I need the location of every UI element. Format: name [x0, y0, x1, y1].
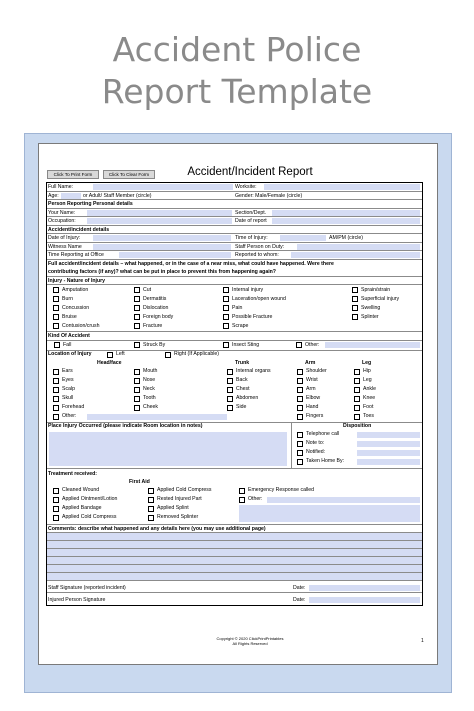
- your-name-field[interactable]: [87, 210, 232, 216]
- row-age: [47, 192, 422, 201]
- nature-col3-3-checkbox[interactable]: [223, 314, 229, 320]
- location-head1-4-checkbox[interactable]: [53, 405, 59, 411]
- disposition-0-label: Telephone call: [306, 431, 340, 437]
- nature-col1-0-label: Amputation: [62, 286, 89, 293]
- date-injury-field[interactable]: [93, 235, 231, 241]
- location-arm-4-checkbox[interactable]: [297, 405, 303, 411]
- first-aid-col2-1-label: Rested Injured Part: [157, 496, 202, 502]
- injured-date-label: Date:: [293, 597, 306, 603]
- nature-col2-1-label: Dermatitis: [143, 295, 167, 302]
- section-label: Section/Dept.: [235, 209, 267, 216]
- nature-section: [47, 285, 422, 332]
- row-reporting-header: [47, 200, 422, 209]
- location-trunk-0-checkbox[interactable]: [227, 369, 233, 375]
- first-aid-col1-1-checkbox[interactable]: [53, 497, 59, 503]
- nature-col3-1-label: Laceration/open wound: [232, 295, 286, 302]
- location-leg-2-checkbox[interactable]: [354, 387, 360, 393]
- nature-col2-4-label: Fracture: [143, 322, 163, 329]
- row-full-details: [47, 260, 422, 277]
- location-arm-3-label: Elbow: [306, 395, 321, 401]
- staff-duty-label: Staff Person on Duty:: [235, 243, 285, 250]
- nature-col2-3-label: Foreign body: [143, 313, 174, 320]
- age-role-label: or Adult/ Staff Member (circle): [83, 192, 152, 199]
- comments-line-3[interactable]: [47, 549, 422, 557]
- age-field[interactable]: [61, 193, 81, 199]
- first-aid-col2-0-checkbox[interactable]: [148, 488, 154, 494]
- kind-fall-label: Fall: [63, 341, 72, 348]
- location-leg-5-label: Toes: [363, 413, 374, 419]
- nature-col2-1-checkbox[interactable]: [134, 296, 140, 302]
- first-aid-col3-1-checkbox[interactable]: [239, 497, 245, 503]
- your-name-label: Your Name:: [48, 209, 76, 216]
- location-head1-4-label: Forehead: [62, 404, 85, 410]
- location-head2-0-label: Mouth: [143, 368, 158, 374]
- nature-col4-2-label: Swelling: [361, 304, 381, 311]
- first-aid-col1-0-label: Cleaned Wound: [62, 487, 100, 493]
- disposition-2-label: Notified:: [306, 449, 326, 455]
- reporting-header: Person Reporting Personal details: [48, 201, 133, 207]
- location-head1-5-label: Other:: [62, 413, 77, 419]
- date-report-field[interactable]: [272, 218, 420, 224]
- nature-col1-3-checkbox[interactable]: [53, 314, 59, 320]
- location-head2-4-label: Cheek: [143, 404, 158, 410]
- location-leg-4-label: Foot: [363, 404, 374, 410]
- first-aid-col1-2-checkbox[interactable]: [53, 506, 59, 512]
- full-name-field[interactable]: [93, 184, 233, 190]
- ampm-label: AM/PM (circle): [329, 235, 364, 241]
- nature-col1-4-label: Contusion/crush: [62, 322, 100, 329]
- first-aid-col2-0-label: Applied Cold Compress: [157, 487, 212, 493]
- location-head2-4-checkbox[interactable]: [134, 405, 140, 411]
- injured-date-field[interactable]: [309, 597, 420, 603]
- first-aid-col2-2-checkbox[interactable]: [148, 506, 154, 512]
- location-trunk-3-label: Abdomen: [236, 395, 259, 401]
- first-aid-col1-3-label: Applied Cold Compress: [62, 514, 117, 520]
- location-head1-0-checkbox[interactable]: [53, 369, 59, 375]
- nature-col3-4-label: Scrape: [232, 322, 249, 329]
- reported-to-label: Reported to whom:: [235, 252, 279, 258]
- first-aid-col1-1-label: Applied Ointment/Lotion: [62, 496, 118, 502]
- disposition-0-checkbox[interactable]: [297, 432, 303, 438]
- first-aid-heading: First Aid: [129, 478, 150, 485]
- nature-col2-2-checkbox[interactable]: [134, 305, 140, 311]
- nature-col2-4-checkbox[interactable]: [134, 323, 140, 329]
- disposition-field-2[interactable]: [357, 450, 420, 456]
- nature-col4-3-checkbox[interactable]: [352, 314, 358, 320]
- disposition-1-label: Note to:: [306, 440, 325, 446]
- location-trunk-3-checkbox[interactable]: [227, 396, 233, 402]
- row-occupation: [47, 217, 422, 226]
- location-leg-0-checkbox[interactable]: [354, 369, 360, 375]
- location-trunk-2-checkbox[interactable]: [227, 387, 233, 393]
- copyright-line-2: All Rights Reserved: [232, 641, 268, 646]
- kind-other-checkbox[interactable]: [296, 342, 302, 348]
- nature-col4-0-label: Sprain/strain: [361, 286, 391, 293]
- full-details-line-2: contributing factors (if any)? what can be put in place to prevent this from happening again?: [48, 268, 276, 275]
- copyright-line-1: Copyright © 2020 ClickPrintPrintables: [216, 636, 284, 641]
- nature-col1-1-checkbox[interactable]: [53, 296, 59, 302]
- kind-struck-label: Struck By: [143, 341, 166, 348]
- row-date-injury: [47, 234, 422, 243]
- row-comments-header: [47, 525, 422, 534]
- location-head2-3-label: Tooth: [143, 395, 156, 401]
- kind-insect-label: Insect Sting: [232, 341, 260, 348]
- row-injured-signature: [47, 593, 422, 605]
- staff-duty-field[interactable]: [297, 244, 420, 250]
- treatment-header: Treatment received:: [48, 470, 98, 477]
- location-head1-2-label: Scalp: [62, 386, 75, 392]
- comments-line-4[interactable]: [47, 557, 422, 565]
- nature-col4-3-label: Splinter: [361, 313, 379, 320]
- place-section: [47, 423, 422, 469]
- location-trunk-0-label: Internal organs: [236, 368, 271, 374]
- location-head2-2-label: Neck: [143, 386, 155, 392]
- location-trunk-heading: Trunk: [235, 359, 250, 366]
- first-aid-col3-1-label: Other:: [248, 496, 263, 502]
- time-injury-field[interactable]: [280, 235, 326, 241]
- location-head1-2-checkbox[interactable]: [53, 387, 59, 393]
- row-your-name: [47, 209, 422, 218]
- location-trunk-1-label: Back: [236, 377, 248, 383]
- nature-col1-3-label: Bruise: [62, 313, 77, 320]
- disposition-3-checkbox[interactable]: [297, 459, 303, 465]
- nature-col4-1-checkbox[interactable]: [352, 296, 358, 302]
- first-aid-other-area[interactable]: [239, 505, 420, 522]
- clear-form-button[interactable]: Click To Clear Form: [103, 170, 155, 179]
- first-aid-other-field[interactable]: [267, 497, 420, 503]
- hero-title: [0, 0, 474, 130]
- nature-col2-2-label: Dislocation: [143, 304, 169, 311]
- staff-date-field[interactable]: [309, 585, 420, 591]
- accident-details-header: Accident/incident details: [48, 226, 110, 233]
- first-aid-col3-0-checkbox[interactable]: [239, 488, 245, 494]
- gender-label: Gender: Male/Female (circle): [235, 192, 303, 199]
- nature-header: Injury - Nature of Injury: [48, 277, 106, 284]
- location-trunk-1-checkbox[interactable]: [227, 378, 233, 384]
- nature-col3-2-label: Pain: [232, 304, 243, 311]
- witness-field[interactable]: [93, 244, 231, 250]
- location-leg-4-checkbox[interactable]: [354, 405, 360, 411]
- location-left-checkbox[interactable]: [107, 352, 113, 358]
- first-aid-col2-2-label: Applied Splint: [157, 505, 189, 511]
- kind-other-field[interactable]: [325, 342, 420, 348]
- disposition-2-checkbox[interactable]: [297, 450, 303, 456]
- row-witness: [47, 243, 422, 252]
- time-office-label: Time Reporting at Office: [48, 252, 104, 258]
- location-trunk-2-label: Chest: [236, 386, 250, 392]
- staff-signature-label: Staff Signature (reported incident): [48, 585, 126, 591]
- staff-date-label: Date:: [293, 585, 306, 591]
- injured-signature-label: Injured Person Signature: [48, 597, 106, 603]
- nature-col3-4-checkbox[interactable]: [223, 323, 229, 329]
- location-head1-0-label: Ears: [62, 368, 73, 374]
- location-arm-2-checkbox[interactable]: [297, 387, 303, 393]
- occupation-field[interactable]: [87, 218, 232, 224]
- kind-insect-checkbox[interactable]: [223, 342, 229, 348]
- row-staff-signature: [47, 581, 422, 593]
- comments-line-5[interactable]: [47, 565, 422, 573]
- disposition-field-1[interactable]: [357, 441, 420, 447]
- row-accident-header: [47, 226, 422, 235]
- location-head2-0-checkbox[interactable]: [134, 369, 140, 375]
- worksite-field[interactable]: [264, 184, 420, 190]
- place-header: Place Injury Occurred (please indicate Room location in notes): [48, 422, 203, 429]
- page-number: 1: [421, 638, 424, 644]
- location-leg-3-label: Knee: [363, 395, 376, 401]
- location-section: [47, 351, 422, 423]
- location-leg-1-checkbox[interactable]: [354, 378, 360, 384]
- location-arm-1-checkbox[interactable]: [297, 378, 303, 384]
- print-form-button[interactable]: Click To Print Form: [47, 170, 99, 179]
- first-aid-col2-1-checkbox[interactable]: [148, 497, 154, 503]
- full-name-label: Full Name:: [48, 184, 74, 190]
- nature-col1-2-checkbox[interactable]: [53, 305, 59, 311]
- nature-col2-0-label: Cut: [143, 286, 152, 293]
- section-field[interactable]: [272, 210, 420, 216]
- location-head1-5-checkbox[interactable]: [53, 414, 59, 420]
- location-head2-2-checkbox[interactable]: [134, 387, 140, 393]
- nature-col3-0-checkbox[interactable]: [223, 287, 229, 293]
- location-head1-1-label: Eyes: [62, 377, 74, 383]
- location-arm-0-label: Shoulder: [306, 368, 327, 374]
- nature-col3-1-checkbox[interactable]: [223, 296, 229, 302]
- time-office-field[interactable]: [119, 252, 231, 258]
- first-aid-col2-3-label: Removed Splinter: [157, 514, 199, 520]
- location-head-heading: Head/face: [97, 359, 122, 366]
- location-head1-3-checkbox[interactable]: [53, 396, 59, 402]
- report-form: [46, 182, 423, 606]
- location-head2-1-label: Nose: [143, 377, 156, 383]
- hero-title-line-1: Accident Police: [112, 30, 362, 69]
- comments-line-1[interactable]: [47, 533, 422, 541]
- disposition-3-label: Taken Home By:: [306, 458, 345, 464]
- location-leg-5-checkbox[interactable]: [354, 414, 360, 420]
- location-head1-1-checkbox[interactable]: [53, 378, 59, 384]
- location-arm-4-label: Hand: [306, 404, 319, 410]
- row-kind-header: [47, 332, 422, 341]
- disposition-field-3[interactable]: [357, 459, 420, 465]
- location-right-label: Right (If Applicable): [174, 351, 219, 357]
- comments-header: Comments: describe what happened and any details here (you may use additional page): [48, 525, 266, 532]
- location-head2-3-checkbox[interactable]: [134, 396, 140, 402]
- location-right-checkbox[interactable]: [165, 352, 171, 358]
- disposition-1-checkbox[interactable]: [297, 441, 303, 447]
- document-title: Accident/Incident Report: [187, 166, 313, 178]
- nature-col4-0-checkbox[interactable]: [352, 287, 358, 293]
- first-aid-col1-2-label: Applied Bandage: [62, 505, 102, 511]
- location-header: Location of Injury: [48, 350, 92, 357]
- kind-header: Kind Of Accident: [48, 333, 90, 339]
- reported-to-field[interactable]: [291, 252, 420, 258]
- witness-label: Witness Name: [48, 243, 82, 250]
- location-leg-heading: Leg: [362, 359, 372, 366]
- age-label: Age:: [48, 192, 59, 199]
- row-full-name: [47, 183, 422, 192]
- kind-struck-checkbox[interactable]: [134, 342, 140, 348]
- date-report-label: Date of report: [235, 218, 267, 224]
- worksite-label: Worksite:: [235, 184, 257, 190]
- nature-col1-0-checkbox[interactable]: [53, 287, 59, 293]
- hero-title-line-2: Report Template: [101, 72, 373, 111]
- time-injury-label: Time of Injury:: [235, 235, 268, 241]
- first-aid-col2-3-checkbox[interactable]: [148, 515, 154, 521]
- disposition-header: Disposition: [343, 422, 372, 429]
- location-arm-3-checkbox[interactable]: [297, 396, 303, 402]
- full-details-line-1: Full accident/incident details – what happened, or in the case of a near miss, what could have happened. Were there: [48, 260, 334, 267]
- kind-other-label: Other:: [305, 341, 320, 348]
- nature-col4-2-checkbox[interactable]: [352, 305, 358, 311]
- nature-col3-2-checkbox[interactable]: [223, 305, 229, 311]
- disposition-field-0[interactable]: [357, 432, 420, 438]
- nature-col1-4-checkbox[interactable]: [53, 323, 59, 329]
- location-head1-3-label: Skull: [62, 395, 74, 401]
- location-leg-3-checkbox[interactable]: [354, 396, 360, 402]
- location-arm-5-label: Fingers: [306, 413, 324, 419]
- row-nature-header: [47, 277, 422, 286]
- location-arm-heading: Arm: [305, 359, 316, 366]
- location-arm-0-checkbox[interactable]: [297, 369, 303, 375]
- location-arm-5-checkbox[interactable]: [297, 414, 303, 420]
- nature-col1-2-label: Concussion: [62, 304, 90, 311]
- row-time-office: [47, 251, 422, 260]
- first-aid-col1-0-checkbox[interactable]: [53, 488, 59, 494]
- location-leg-0-label: Hip: [363, 368, 371, 374]
- first-aid-col3-0-label: Emergency Response called: [248, 487, 315, 493]
- first-aid-col1-3-checkbox[interactable]: [53, 515, 59, 521]
- nature-col2-3-checkbox[interactable]: [134, 314, 140, 320]
- location-leg-1-label: Leg: [363, 377, 372, 383]
- place-notes-field[interactable]: [49, 432, 287, 466]
- location-head2-1-checkbox[interactable]: [134, 378, 140, 384]
- location-arm-2-label: Arm: [306, 386, 316, 392]
- location-trunk-4-label: Side: [236, 404, 247, 410]
- nature-col3-0-label: Internal injury: [232, 286, 264, 293]
- occupation-label: Occupation:: [48, 218, 76, 224]
- place-divider: [291, 423, 292, 469]
- location-arm-1-label: Wrist: [306, 377, 318, 383]
- treatment-section: [47, 469, 422, 525]
- location-other-field[interactable]: [87, 414, 227, 420]
- copyright-footer: [150, 636, 350, 646]
- location-left-label: Left: [116, 351, 125, 357]
- location-trunk-4-checkbox[interactable]: [227, 405, 233, 411]
- nature-col3-3-label: Possible Fracture: [232, 313, 273, 320]
- kind-fall-checkbox[interactable]: [54, 342, 60, 348]
- location-leg-2-label: Ankle: [363, 386, 376, 392]
- kind-section: [47, 341, 422, 351]
- nature-col4-1-label: Superficial injury: [361, 295, 400, 302]
- nature-col2-0-checkbox[interactable]: [134, 287, 140, 293]
- date-injury-label: Date of Injury:: [48, 235, 81, 241]
- comments-line-2[interactable]: [47, 541, 422, 549]
- comments-line-6[interactable]: [47, 573, 422, 581]
- nature-col1-1-label: Burn: [62, 295, 73, 302]
